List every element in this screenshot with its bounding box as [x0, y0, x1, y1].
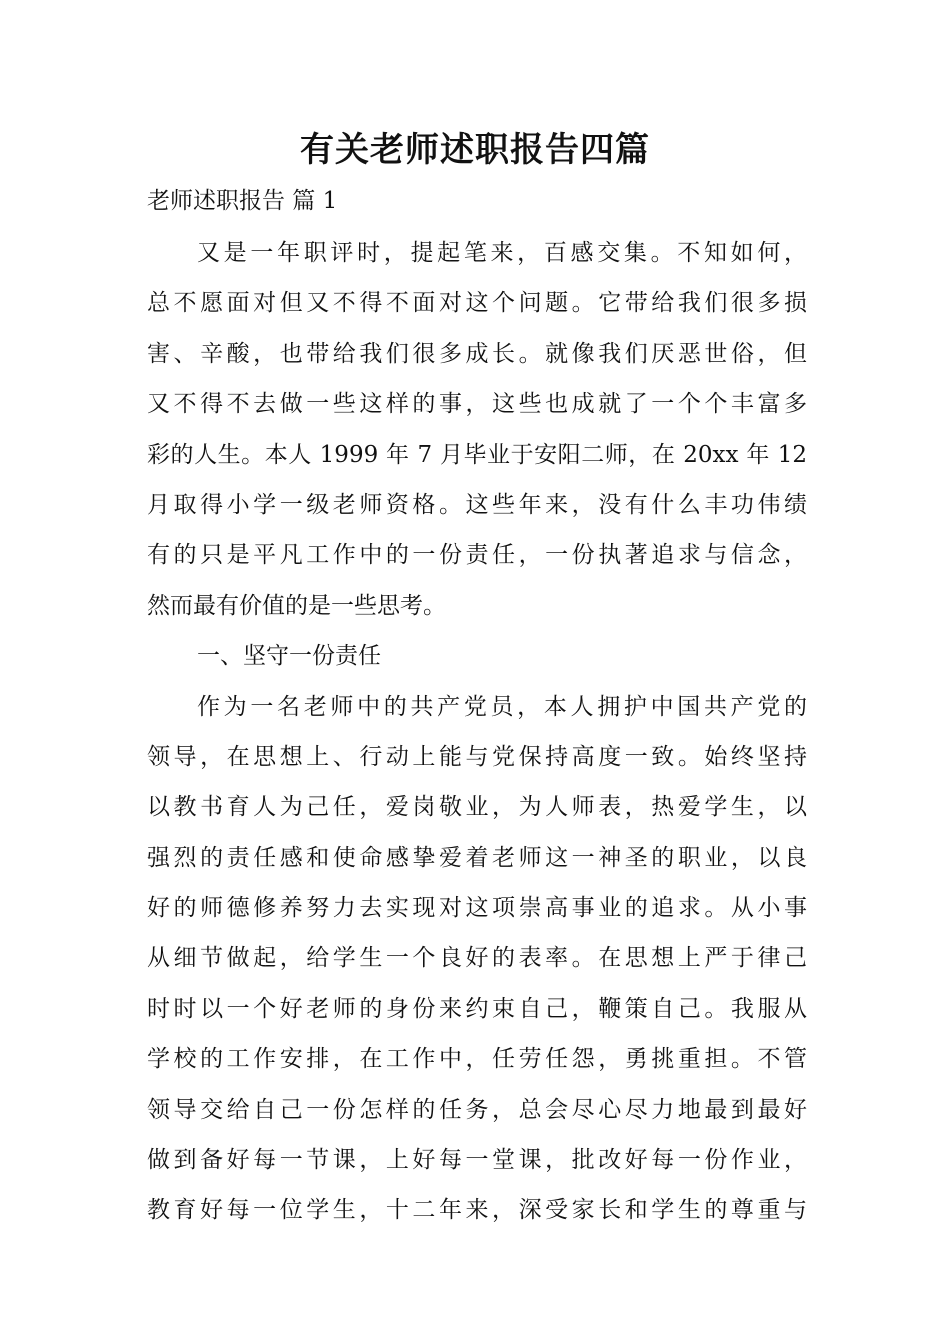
text-line: 领导交给自己一份怎样的任务，总会尽心尽力地最到最好 [147, 1096, 807, 1123]
text-line: 又不得不去做一些这样的事，这些也成就了一个个丰富多 [147, 391, 807, 418]
document-title: 有关老师述职报告四篇 [300, 130, 650, 170]
text-line: 又是一年职评时，提起笔来，百感交集。不知如何， [197, 240, 807, 266]
text-line: 强烈的责任感和使命感挚爱着老师这一神圣的职业，以良 [147, 844, 807, 871]
text-line: 做到备好每一节课，上好每一堂课，批改好每一份作业， [147, 1147, 807, 1174]
section-heading: 一、坚守一份责任 [197, 643, 381, 670]
text-line: 时时以一个好老师的身份来约束自己，鞭策自己。我服从 [147, 995, 807, 1022]
section-subtitle: 老师述职报告 篇 1 [147, 188, 338, 214]
text-line: 有的只是平凡工作中的一份责任，一份执著追求与信念， [147, 542, 807, 569]
text-line: 彩的人生。本人 1999 年 7 月毕业于安阳二师，在 20xx 年 12 [147, 441, 807, 468]
text-line: 领导，在思想上、行动上能与党保持高度一致。始终坚持 [147, 743, 807, 770]
body-text [147, 228, 807, 1236]
text-line: 作为一名老师中的共产党员，本人拥护中国共产党的 [197, 693, 807, 720]
text-line: 以教书育人为己任，爱岗敬业，为人师表，热爱学生，以 [147, 794, 807, 821]
text-line: 学校的工作安排，在工作中，任劳任怨，勇挑重担。不管 [147, 1046, 807, 1073]
text-line: 教育好每一位学生，十二年来，深受家长和学生的尊重与 [147, 1197, 807, 1224]
text-line: 从细节做起，给学生一个良好的表率。在思想上严于律己 [147, 945, 807, 972]
text-line: 害、辛酸，也带给我们很多成长。就像我们厌恶世俗，但 [147, 340, 807, 367]
text-line: 总不愿面对但又不得不面对这个问题。它带给我们很多损 [147, 290, 807, 317]
text-line: 好的师德修养努力去实现对这项崇高事业的追求。从小事 [147, 895, 807, 922]
text-line: 月取得小学一级老师资格。这些年来，没有什么丰功伟绩 [147, 491, 807, 518]
text-line: 然而最有价值的是一些思考。 [147, 592, 446, 619]
